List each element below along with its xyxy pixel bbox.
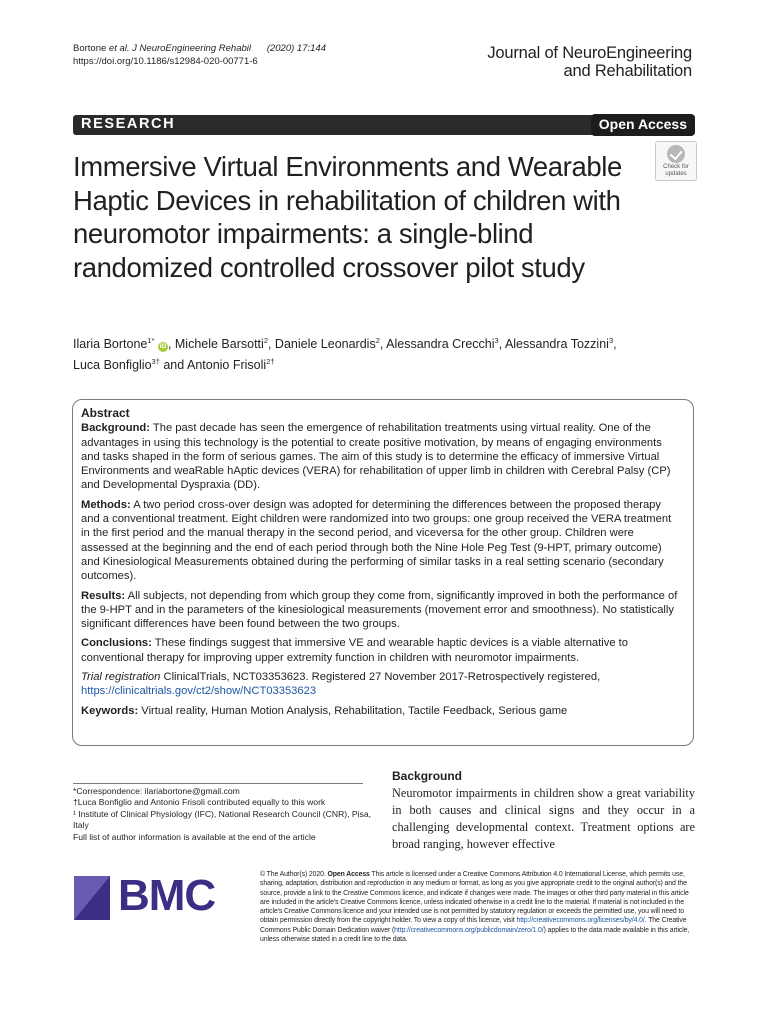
background-label: Background:: [81, 422, 150, 435]
abstract-trial-registration: [81, 670, 681, 699]
check-updates-line2: updates: [665, 170, 687, 177]
bmc-logo-mark-icon: [74, 876, 110, 920]
background-text: The past decade has seen the emergence of rehabilitation treatments using virtual reality. One of the advantages in using this technology is the potential to create positive motivation, by means of engaging environments and tasks shaped in the form of serious games. The aim of this study is to determine the efficacy of immersive Virtual Environments and weaRable hAptic devices (VERA) for rehabilitation of upper limb in children with Cerebral Palsy (CP) and Developmental Dyspraxia (DD).: [81, 422, 671, 492]
conclusions-label: Conclusions:: [81, 637, 152, 650]
background-section-text: Neuromotor impairments in children show a great variability in both causes and clinical signs and they occur in a challenging developmental context. Treatment options are broad ranging, however effective: [392, 786, 695, 851]
doi-link[interactable]: https://doi.org/10.1186/s12984-020-00771-6: [73, 56, 258, 67]
results-text: All subjects, not depending from which group they come from, significantly improved in both the performance of the 9-HPT and in the parameters of the kinesiological measurements (movement error and smoothness). No statistically significant differences have been found between the two groups.: [81, 589, 678, 631]
author-list: [73, 332, 693, 374]
abstract-heading: Abstract: [81, 406, 130, 420]
journal-name-line2: and Rehabilitation: [563, 62, 692, 80]
journal-name-line1: Journal of NeuroEngineering: [487, 44, 692, 62]
author-affiliation: 2: [375, 336, 380, 345]
section-label: RESEARCH: [81, 116, 176, 132]
author-affiliation: 1*: [147, 336, 155, 345]
section-banner: [73, 115, 695, 135]
citation-line: [73, 42, 326, 55]
author-name[interactable]: Ilaria Bortone: [73, 337, 148, 352]
author-name[interactable]: , Daniele Leonardis: [267, 337, 376, 352]
footnote-divider: [73, 783, 363, 784]
full-list-note: Full list of author information is available at the end of the article: [73, 831, 316, 842]
keywords-text: Virtual reality, Human Motion Analysis, Rehabilitation, Tactile Feedback, Serious game: [138, 704, 568, 717]
conclusions-text: These findings suggest that immersive VE and wearable haptic devices is a viable alternative to conventional therapy for improving upper extremity function in children with neuromotor impairments.: [81, 637, 628, 664]
results-label: Results:: [81, 589, 126, 602]
abstract-results: [81, 589, 681, 632]
citation-author: Bortone: [73, 43, 107, 54]
author-name[interactable]: , Alessandra Tozzini: [498, 337, 609, 352]
background-section-heading: Background: [392, 769, 463, 783]
license-text-3: ) applies to the data made available in this article, unless otherwise stated in a credit line to the data.: [260, 926, 690, 943]
trial-text: ClinicalTrials, NCT03353623. Registered 27 November 2017-Retrospectively registered,: [160, 671, 601, 684]
correspondence-note: *Correspondence: ilariabortone@gmail.com: [73, 786, 240, 796]
license-text-1: This article is licensed under a Creative Commons Attribution 4.0 International License, which permits use, sharing, adaptation, distribution and reproduction in any medium or format, as long as you give appropriate credit to the original author(s) and the source, provide a link to the Creative Commons licence, and indicate if changes were made. The images or other third party material in this article are included in the article's Creative Commons licence, unless indicated otherwise in a credit line to the material. If material is not included in the article's Creative Commons licence and your intended use is not permitted by statutory regulation or exceeds the permitted use, you will need to obtain permission directly from the copyright holder. To view a copy of this licence, visit: [260, 871, 689, 925]
bmc-logo-text: BMC: [118, 871, 216, 920]
author-name[interactable]: , Michele Barsotti: [167, 337, 264, 352]
trial-label: Trial registration: [81, 671, 161, 684]
bmc-logo: [74, 872, 216, 922]
license-link-cc-by[interactable]: http://creativecommons.org/licenses/by/4.0/: [516, 917, 645, 925]
check-updates-line1: Check for: [663, 164, 689, 170]
license-link-cc-zero[interactable]: http://creativecommons.org/publicdomain/zero/1.0/: [394, 926, 544, 934]
author-affiliation: 2†: [266, 357, 275, 367]
author-separator: ,: [613, 337, 617, 352]
article-title: Immersive Virtual Environments and Wearable Haptic Devices in rehabilitation of children with neuromotor impairments: a single-blind randomized controlled crossover pilot study: [73, 151, 622, 283]
keywords-label: Keywords:: [81, 704, 139, 717]
license-lead: © The Author(s) 2020.: [260, 871, 328, 878]
equal-contribution-note: †Luca Bonfiglio and Antonio Frisoli contributed equally to this work: [73, 797, 326, 808]
abstract-box: [72, 399, 694, 746]
journal-name: [487, 44, 692, 80]
methods-text: A two period cross-over design was adopted for determining the differences between the proposed therapy and a conventional treatment. Eight children were randomized into two groups: one group received the VERA treatment in the first period and the manual therapy in the second period, and viceversa for the other group. Children were assessed at the beginning and the end of each period through both the Nine Hole Peg Test (9-HPT, primary outcome) and Kinesiological Measurements obtained during the performing of similar tasks in a real setting scenario (secondary outcomes).: [81, 498, 672, 583]
license-statement: [260, 870, 698, 944]
open-access-badge: Open Access: [591, 114, 695, 136]
abstract-keywords: [81, 704, 681, 718]
license-open-access: Open Access: [327, 871, 370, 878]
author-name[interactable]: and Antonio Frisoli: [159, 358, 267, 373]
author-affiliation: 3: [494, 336, 499, 345]
footnotes: [73, 786, 373, 843]
abstract-conclusions: [81, 636, 681, 665]
affiliation-note: ¹ Institute of Clinical Physiology (IFC), National Research Council (CNR), Pisa, Italy: [73, 808, 372, 831]
author-affiliation: 3†: [151, 357, 160, 367]
author-affiliation: 3: [608, 336, 614, 345]
orcid-icon[interactable]: iD: [159, 343, 167, 351]
methods-label: Methods:: [81, 498, 131, 511]
author-affiliation: 2: [263, 336, 268, 345]
author-name[interactable]: , Alessandra Crecchi: [379, 337, 495, 352]
trial-link[interactable]: https://clinicaltrials.gov/ct2/show/NCT03353623: [81, 685, 317, 698]
citation-year: (2020) 17:144: [266, 43, 326, 54]
license-text-2: . The Creative Commons Public Domain Dedication waiver (: [260, 917, 687, 934]
abstract-background: [81, 421, 681, 492]
author-name[interactable]: Luca Bonfiglio: [73, 358, 152, 373]
abstract-methods: [81, 498, 681, 584]
citation-journal: et al. J NeuroEngineering Rehabil: [108, 43, 251, 54]
